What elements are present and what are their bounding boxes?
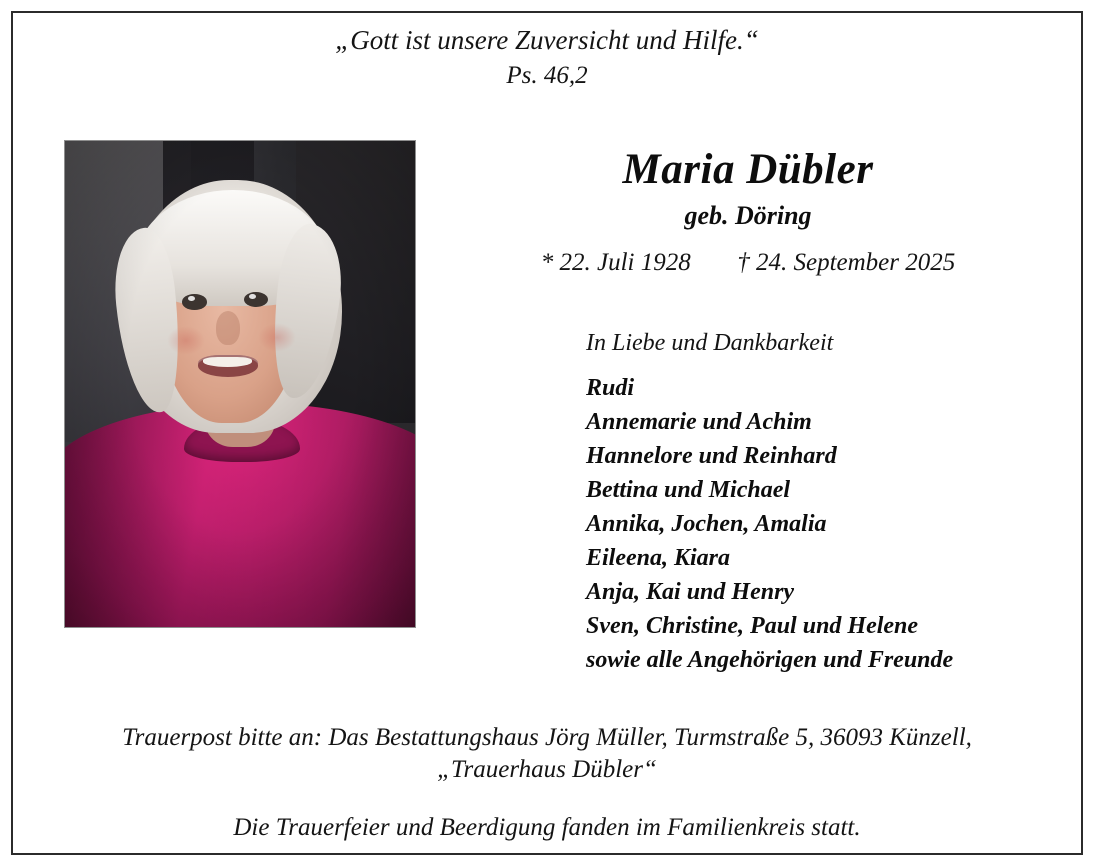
birth-date: * 22. Juli 1928 — [540, 249, 691, 277]
list-item: sowie alle Angehörigen und Freunde — [586, 647, 954, 673]
list-item: Hannelore und Reinhard — [586, 443, 837, 469]
dedication-line: In Liebe und Dankbarkeit — [586, 330, 834, 356]
list-item: Annika, Jochen, Amalia — [586, 511, 827, 537]
maiden-name: geb. Döring — [684, 201, 812, 231]
identity-block — [450, 146, 1046, 277]
life-dates — [450, 249, 1046, 277]
portrait-photo — [64, 140, 416, 628]
funeral-notice: Die Trauerfeier und Beerdigung fanden im Familienkreis statt. — [233, 814, 861, 841]
list-item: Sven, Christine, Paul und Helene — [586, 613, 919, 639]
list-item: Anja, Kai und Henry — [586, 579, 795, 605]
condolence-address: Trauerpost bitte an: Das Bestattungshaus Jörg Müller, Turmstraße 5, 36093 Künzell, — [122, 724, 972, 751]
footer-block — [0, 722, 1094, 842]
mourners-list — [586, 371, 1056, 677]
list-item: Annemarie und Achim — [586, 409, 812, 435]
list-item: Eileena, Kiara — [586, 545, 731, 571]
condolence-house: „Trauerhaus Dübler“ — [437, 756, 657, 783]
list-item: Rudi — [586, 375, 635, 401]
bible-quote — [0, 24, 1094, 91]
list-item: Bettina und Michael — [586, 477, 791, 503]
photo-vignette — [65, 141, 415, 627]
quote-reference: Ps. 46,2 — [506, 61, 588, 89]
quote-text: „Gott ist unsere Zuversicht und Hilfe.“ — [335, 25, 759, 55]
deceased-name: Maria Dübler — [622, 146, 874, 193]
death-date: † 24. September 2025 — [737, 249, 956, 277]
